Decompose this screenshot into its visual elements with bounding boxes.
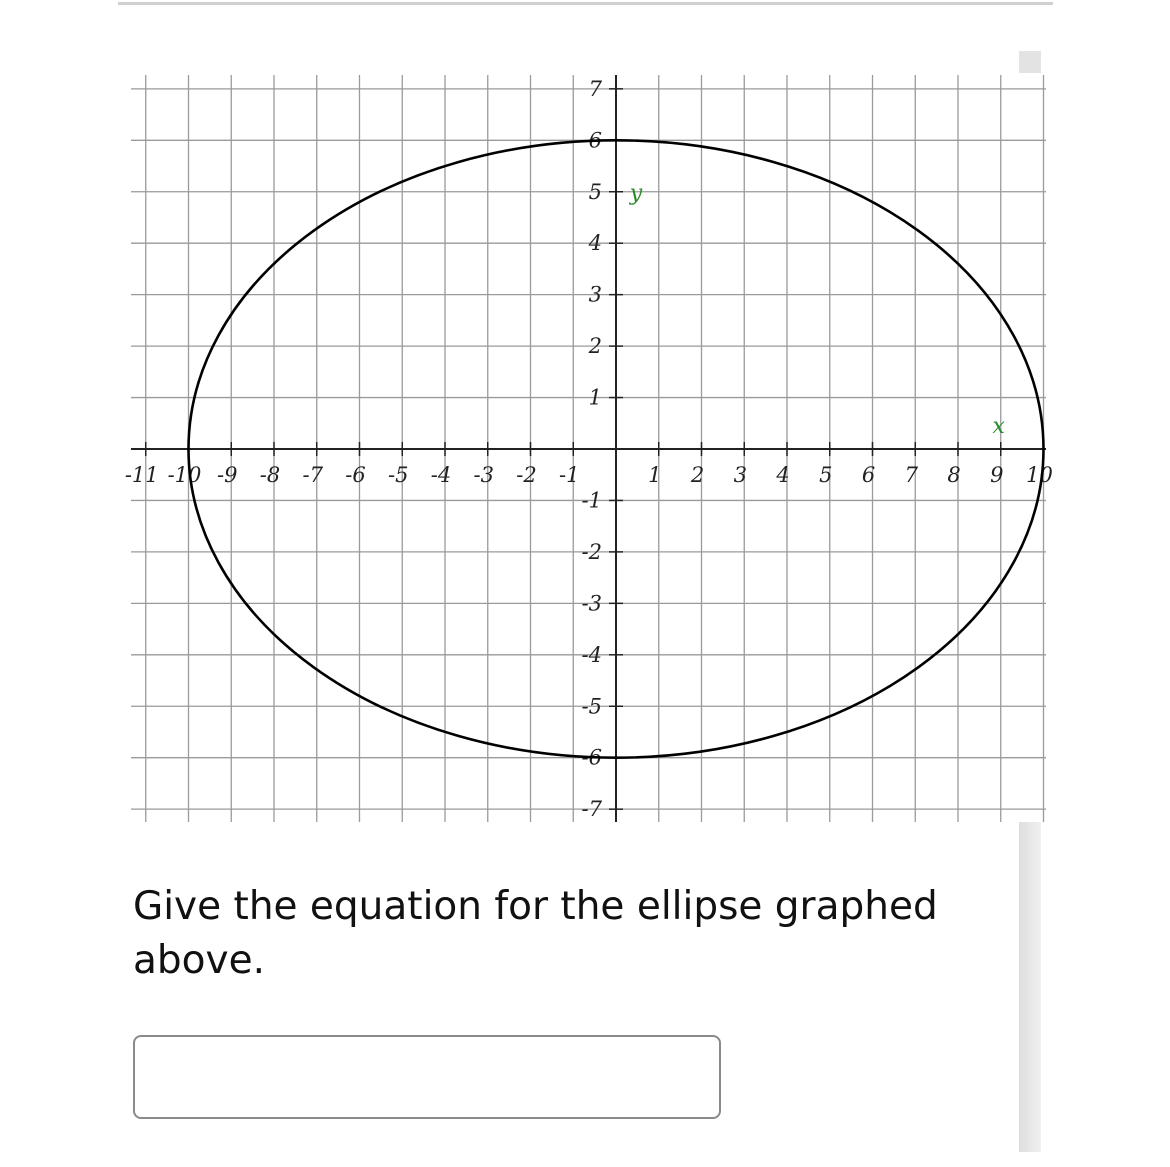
x-tick-label: 3: [733, 463, 747, 487]
x-tick-label: 1: [648, 463, 662, 487]
y-tick-label: 3: [588, 282, 602, 307]
x-tick-label: 4: [776, 463, 790, 487]
x-tick-label: 8: [947, 463, 961, 487]
y-tick-label: 5: [588, 179, 602, 204]
x-axis-label: x: [992, 414, 1005, 439]
scrollbar-track[interactable]: [1019, 822, 1041, 1152]
x-tick-label: -7: [302, 463, 323, 487]
y-tick-label: 4: [588, 231, 602, 256]
x-tick-label: -5: [388, 463, 409, 487]
x-tick-label: -2: [516, 463, 537, 487]
question-text: Give the equation for the ellipse graphed above.: [133, 884, 938, 983]
y-tick-label: 2: [588, 334, 602, 359]
x-tick-label: -4: [430, 463, 452, 487]
x-tick-label: 10: [1026, 463, 1053, 487]
x-tick-label: -1: [559, 463, 580, 487]
y-tick-label: -6: [581, 745, 602, 770]
y-tick-label: -5: [581, 694, 602, 719]
y-axis-label: y: [629, 180, 643, 206]
y-tick-label: -1: [581, 488, 602, 513]
x-tick-label: -8: [259, 463, 281, 487]
y-tick-label: 7: [588, 76, 602, 101]
y-tick-label: 6: [588, 128, 602, 153]
y-tick-label: -2: [581, 539, 602, 564]
answer-input[interactable]: [133, 1035, 721, 1119]
x-tick-label: 6: [861, 463, 876, 487]
x-tick-label: 7: [904, 463, 918, 487]
x-tick-label: -11: [124, 463, 159, 487]
x-tick-label: -3: [473, 463, 494, 487]
y-tick-label: -3: [581, 591, 602, 616]
x-tick-label: -10: [167, 463, 202, 487]
x-tick-label: 9: [990, 463, 1004, 487]
y-tick-label: -7: [581, 797, 602, 822]
y-tick-label: 1: [588, 385, 602, 410]
x-tick-label: -9: [217, 463, 238, 487]
x-tick-label: 2: [690, 463, 705, 487]
x-tick-label: 5: [819, 463, 833, 487]
x-tick-label: -6: [345, 463, 366, 487]
y-tick-label: -4: [581, 642, 602, 667]
